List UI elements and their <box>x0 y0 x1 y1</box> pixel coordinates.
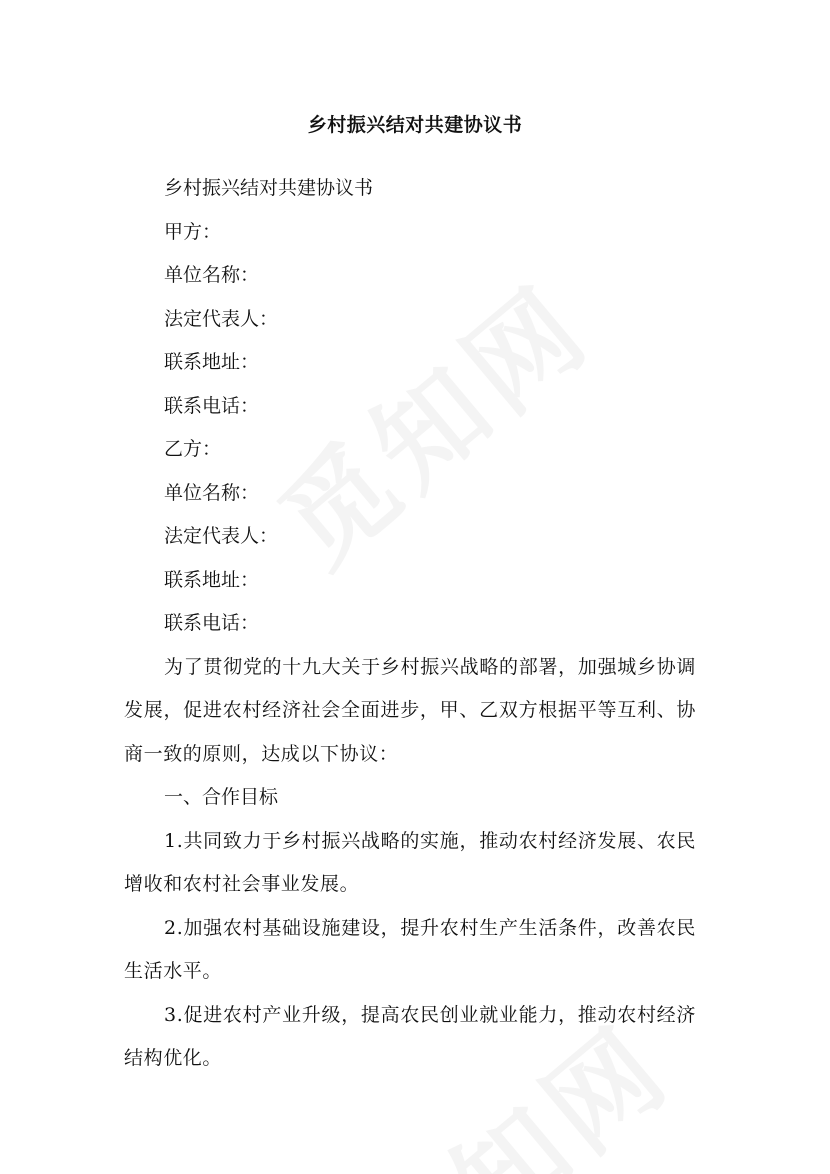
party-a-address: 联系地址： <box>164 351 260 373</box>
party-b-address: 联系地址： <box>164 568 260 591</box>
party-a-label: 甲方： <box>164 220 222 243</box>
list-item: 1.共同致力于乡村振兴战略的实施，推动农村经济发展、农民增收和农村社会事业发展。 <box>124 829 696 895</box>
party-b-label: 乙方： <box>164 438 222 460</box>
document-body <box>124 167 696 1081</box>
document-title: 乡村振兴结对共建协议书 <box>307 114 523 136</box>
party-b-legal-rep: 法定代表人： <box>164 525 279 547</box>
party-b-phone: 联系电话： <box>164 612 260 634</box>
party-a-legal-rep: 法定代表人： <box>164 307 279 330</box>
party-a-unit-name: 单位名称： <box>164 264 260 286</box>
list-item: 2.加强农村基础设施建设，提升农村生产生活条件，改善农民生活水平。 <box>124 916 696 982</box>
section-heading: 一、合作目标 <box>164 786 279 808</box>
list-item: 3.促进农村产业升级，提高农民创业就业能力，推动农村经济结构优化。 <box>124 1003 696 1069</box>
party-a-phone: 联系电话： <box>164 394 260 417</box>
party-b-unit-name: 单位名称： <box>164 481 260 504</box>
document-subtitle: 乡村振兴结对共建协议书 <box>164 177 374 199</box>
preamble-paragraph: 为了贯彻党的十九大关于乡村振兴战略的部署，加强城乡协调发展，促进农村经济社会全面进步，甲、乙双方根据平等互利、协商一致的原则，达成以下协议： <box>124 655 696 765</box>
